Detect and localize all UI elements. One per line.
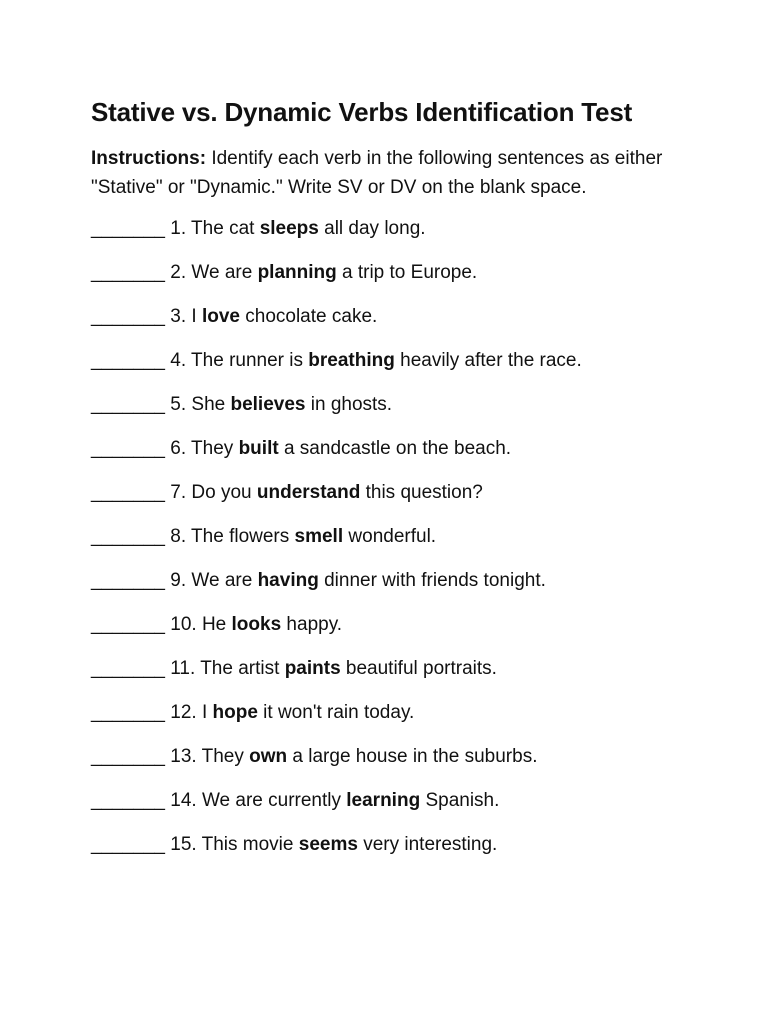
answer-blank[interactable]: _______ <box>91 306 165 327</box>
question-number: 15. <box>170 834 197 855</box>
question-verb: understand <box>256 482 361 503</box>
instructions-label: Instructions: <box>91 148 207 169</box>
question-item <box>91 259 691 303</box>
answer-blank[interactable]: _______ <box>91 702 165 723</box>
question-text-after: all day long. <box>318 218 426 239</box>
question-item <box>91 347 691 391</box>
question-number: 1. <box>170 218 187 239</box>
question-text-before: We are <box>191 262 258 283</box>
question-number: 5. <box>170 394 187 415</box>
question-verb: love <box>201 306 240 327</box>
question-text-before: The runner is <box>191 350 309 371</box>
question-text-before: I <box>201 702 213 723</box>
question-number: 2. <box>170 262 187 283</box>
question-text-before: This movie <box>201 834 299 855</box>
answer-blank[interactable]: _______ <box>91 746 165 767</box>
question-number: 10. <box>170 614 197 635</box>
question-text-before: We are <box>191 570 258 591</box>
question-item <box>91 743 691 787</box>
question-item <box>91 611 691 655</box>
question-text-before: The artist <box>200 658 285 679</box>
question-item <box>91 831 691 875</box>
answer-blank[interactable]: _______ <box>91 790 165 811</box>
question-text-after: a large house in the suburbs. <box>287 746 538 767</box>
answer-blank[interactable]: _______ <box>91 614 165 635</box>
answer-blank[interactable]: _______ <box>91 218 165 239</box>
answer-blank[interactable]: _______ <box>91 350 165 371</box>
question-verb: built <box>238 438 279 459</box>
question-text-after: beautiful portraits. <box>340 658 497 679</box>
question-verb: breathing <box>308 350 395 371</box>
question-verb: looks <box>231 614 282 635</box>
question-number: 14. <box>170 790 197 811</box>
question-item <box>91 523 691 567</box>
question-verb: planning <box>257 262 337 283</box>
question-verb: hope <box>212 702 258 723</box>
answer-blank[interactable]: _______ <box>91 570 165 591</box>
question-text-after: dinner with friends tonight. <box>318 570 546 591</box>
question-text-before: We are currently <box>201 790 347 811</box>
question-text-before: He <box>201 614 232 635</box>
question-number: 4. <box>170 350 187 371</box>
question-verb: seems <box>298 834 358 855</box>
question-text-after: this question? <box>360 482 483 503</box>
question-item <box>91 303 691 347</box>
question-text-before: Do you <box>191 482 257 503</box>
question-verb: sleeps <box>259 218 319 239</box>
question-text-after: happy. <box>281 614 343 635</box>
answer-blank[interactable]: _______ <box>91 262 165 283</box>
question-verb: learning <box>346 790 421 811</box>
question-number: 13. <box>170 746 197 767</box>
question-number: 12. <box>170 702 197 723</box>
question-verb: smell <box>294 526 344 547</box>
question-text-after: a trip to Europe. <box>336 262 478 283</box>
question-text-before: I <box>191 306 202 327</box>
question-text-after: heavily after the race. <box>394 350 582 371</box>
question-text-after: very interesting. <box>357 834 498 855</box>
question-item <box>91 567 691 611</box>
question-number: 11. <box>170 658 196 679</box>
question-list <box>91 215 691 875</box>
question-text-after: Spanish. <box>420 790 500 811</box>
question-verb: own <box>249 746 288 767</box>
instructions-paragraph <box>91 144 676 202</box>
question-text-after: in ghosts. <box>305 394 393 415</box>
answer-blank[interactable]: _______ <box>91 658 165 679</box>
question-item <box>91 435 691 479</box>
question-text-before: She <box>191 394 231 415</box>
question-text-before: The cat <box>191 218 260 239</box>
answer-blank[interactable]: _______ <box>91 394 165 415</box>
instructions-text: Identify each verb in the following sentences as either "Stative" or "Dynamic." Write SV or DV on the blank space. <box>91 148 663 198</box>
question-verb: believes <box>230 394 306 415</box>
question-item <box>91 787 691 831</box>
question-number: 6. <box>170 438 187 459</box>
question-item <box>91 479 691 523</box>
question-item <box>91 655 691 699</box>
answer-blank[interactable]: _______ <box>91 482 165 503</box>
question-item <box>91 699 691 743</box>
question-number: 3. <box>170 306 187 327</box>
question-text-before: They <box>191 438 239 459</box>
answer-blank[interactable]: _______ <box>91 438 165 459</box>
answer-blank[interactable]: _______ <box>91 526 165 547</box>
question-text-after: wonderful. <box>343 526 437 547</box>
question-number: 7. <box>170 482 187 503</box>
answer-blank[interactable]: _______ <box>91 834 165 855</box>
question-text-before: The flowers <box>191 526 295 547</box>
question-text-after: chocolate cake. <box>239 306 378 327</box>
question-item <box>91 391 691 435</box>
question-text-before: They <box>201 746 250 767</box>
question-number: 8. <box>170 526 187 547</box>
question-text-after: it won't rain today. <box>257 702 415 723</box>
question-text-after: a sandcastle on the beach. <box>278 438 512 459</box>
document-content <box>91 94 691 875</box>
question-verb: paints <box>284 658 341 679</box>
question-item <box>91 215 691 259</box>
question-number: 9. <box>170 570 187 591</box>
page-title: Stative vs. Dynamic Verbs Identification Test <box>91 97 633 127</box>
question-verb: having <box>257 570 319 591</box>
